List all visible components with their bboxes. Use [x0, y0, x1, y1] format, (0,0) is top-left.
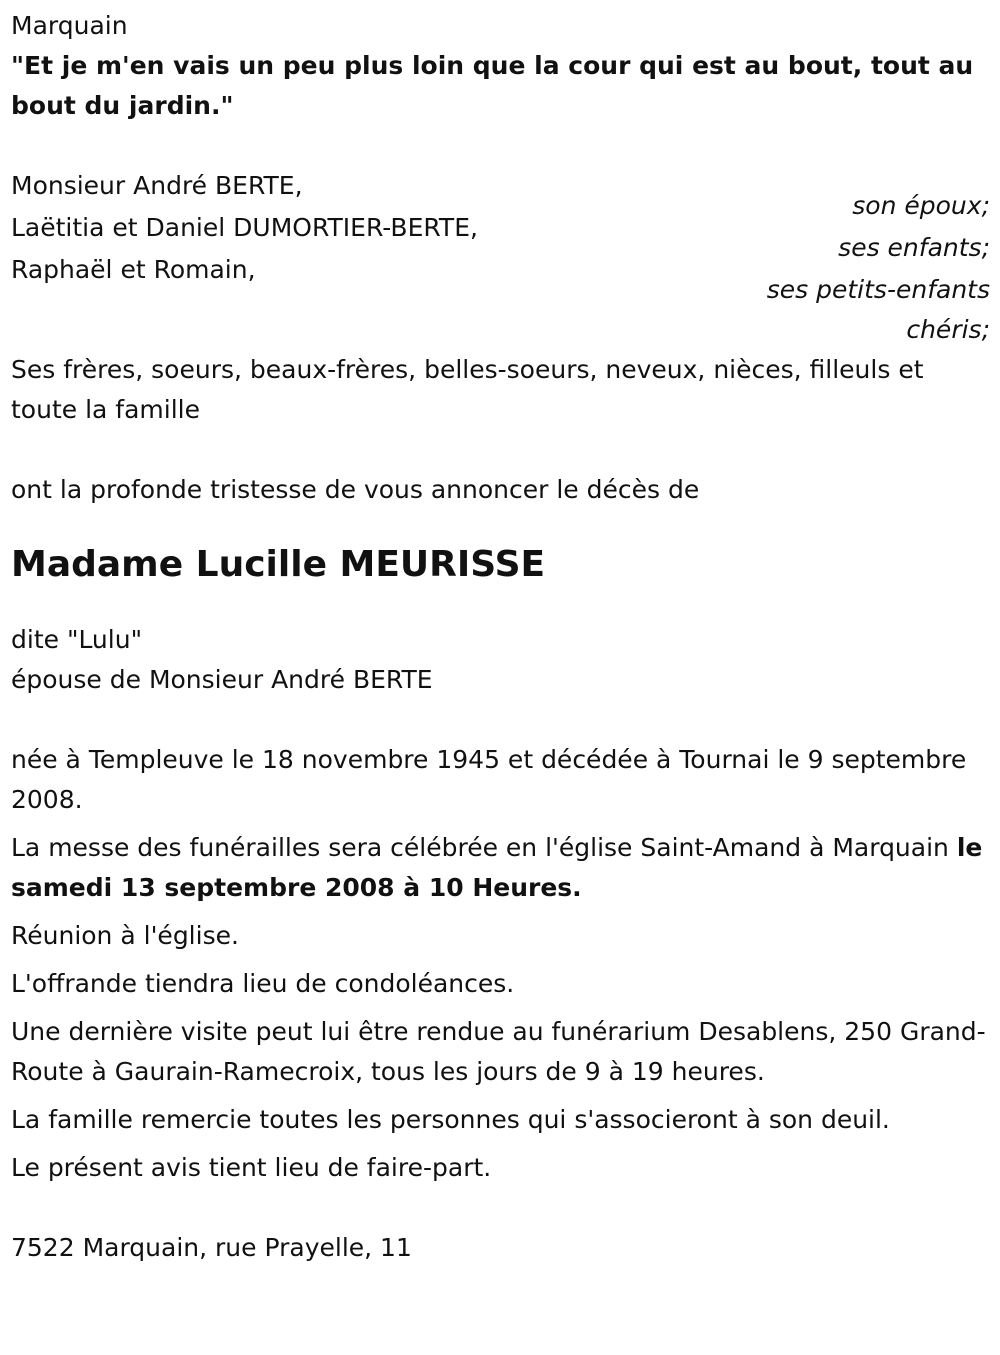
- notice: Le présent avis tient lieu de faire-part.: [11, 1153, 492, 1182]
- visit: Une dernière visite peut lui être rendue au funérarium Desablens, 250 Grand-Route à Gaurain-Ramecroix, tous les jours de 9 à 19 heures.: [11, 1017, 986, 1086]
- relation-grandchildren-line2: chéris;: [906, 315, 990, 344]
- extended-family: Ses frères, soeurs, beaux-frères, belles-soeurs, neveux, nièces, filleuls et toute la famille: [11, 355, 924, 424]
- birth-death: née à Templeuve le 18 novembre 1945 et décédée à Tournai le 9 septembre 2008.: [11, 745, 967, 814]
- spouse-line: épouse de Monsieur André BERTE: [11, 665, 433, 694]
- relation-spouse: son époux;: [852, 191, 990, 220]
- family-member-children: Laëtitia et Daniel DUMORTIER-BERTE,: [11, 213, 478, 242]
- mass-date: le samedi 13 septembre 2008 à 10 Heures.: [11, 833, 983, 902]
- deceased-name: Madame Lucille MEURISSE: [11, 544, 546, 585]
- announcement: ont la profonde tristesse de vous annoncer le décès de: [11, 475, 700, 504]
- thanks: La famille remercie toutes les personnes qui s'associeront à son deuil.: [11, 1105, 890, 1134]
- address: 7522 Marquain, rue Prayelle, 11: [11, 1233, 412, 1262]
- family-member-grandchildren: Raphaël et Romain,: [11, 255, 256, 284]
- mass-info: [11, 828, 990, 908]
- relation-children: ses enfants;: [838, 233, 990, 262]
- location: Marquain: [11, 11, 128, 40]
- mass-text: La messe des funérailles sera célébrée en l'église Saint-Amand à Marquain: [11, 833, 957, 862]
- nickname: dite "Lulu": [11, 625, 143, 654]
- family-member-spouse: Monsieur André BERTE,: [11, 171, 303, 200]
- meeting: Réunion à l'église.: [11, 921, 239, 950]
- epigraph: "Et je m'en vais un peu plus loin que la cour qui est au bout, tout au bout du jardin.": [11, 51, 974, 120]
- offering: L'offrande tiendra lieu de condoléances.: [11, 969, 515, 998]
- relation-grandchildren-line1: ses petits-enfants: [766, 275, 990, 304]
